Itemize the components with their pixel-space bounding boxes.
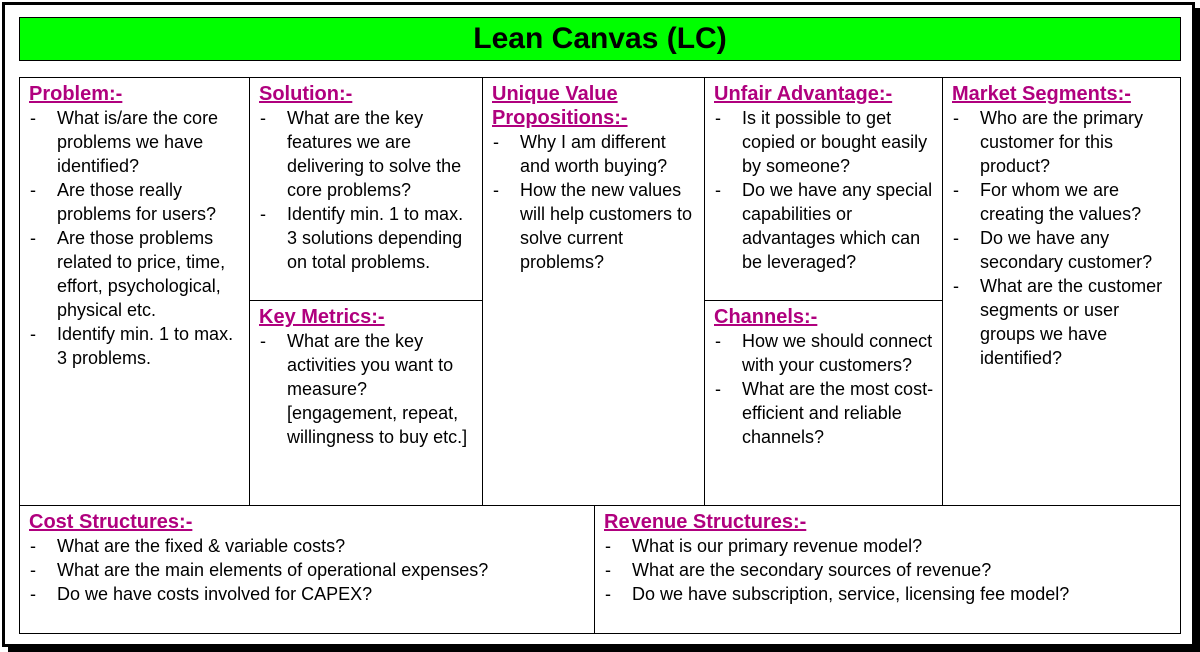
market-segments-heading: Market Segments:-	[952, 83, 1131, 105]
market-segments-box	[942, 77, 1181, 506]
problem-box	[19, 77, 250, 506]
canvas-title: Lean Canvas (LC)	[473, 22, 727, 55]
unfair-advantage-box	[704, 77, 943, 301]
uvp-list	[492, 130, 698, 274]
canvas-title-bar	[19, 17, 1181, 61]
cost-structures-box	[19, 505, 595, 634]
uvp-box	[482, 77, 705, 506]
list-item: - Are those really problems for users?	[29, 178, 243, 226]
list-item: - What are the customer segments or user groups we have identified?	[952, 274, 1174, 370]
list-item: - Do we have costs involved for CAPEX?	[29, 582, 588, 606]
list-item: - What are the secondary sources of revenue?	[604, 558, 1174, 582]
list-item: - How we should connect with your customers?	[714, 329, 936, 377]
list-item: - Is it possible to get copied or bought easily by someone?	[714, 106, 936, 178]
list-item: - Do we have any secondary customer?	[952, 226, 1174, 274]
list-item: - Are those problems related to price, time, effort, psychological, physical etc.	[29, 226, 243, 322]
list-item: - Do we have any special capabilities or advantages which can be leveraged?	[714, 178, 936, 274]
list-item: - Who are the primary customer for this product?	[952, 106, 1174, 178]
list-item: - What is our primary revenue model?	[604, 534, 1174, 558]
key-metrics-heading: Key Metrics:-	[259, 306, 385, 328]
channels-box	[704, 300, 943, 506]
list-item: - What are the main elements of operational expenses?	[29, 558, 588, 582]
list-item: - What are the key activities you want to measure? [engagement, repeat, willingness to buy etc.]	[259, 329, 476, 449]
list-item: - For whom we are creating the values?	[952, 178, 1174, 226]
revenue-structures-heading: Revenue Structures:-	[604, 511, 807, 533]
solution-list	[259, 106, 476, 274]
channels-heading: Channels:-	[714, 306, 818, 328]
list-item: - What are the most cost-efficient and reliable channels?	[714, 377, 936, 449]
list-item: - How the new values will help customers to solve current problems?	[492, 178, 698, 274]
problem-list	[29, 106, 243, 370]
unfair-advantage-heading: Unfair Advantage:-	[714, 83, 893, 105]
lean-canvas-grid	[19, 77, 1181, 634]
list-item: - Identify min. 1 to max. 3 problems.	[29, 322, 243, 370]
problem-heading: Problem:-	[29, 83, 123, 105]
list-item: - Why I am different and worth buying?	[492, 130, 698, 178]
market-segments-list	[952, 106, 1174, 370]
uvp-heading: Unique Value Propositions:-	[492, 83, 628, 129]
key-metrics-box	[249, 300, 483, 506]
cost-structures-list	[29, 534, 588, 606]
cost-structures-heading: Cost Structures:-	[29, 511, 193, 533]
revenue-structures-box	[594, 505, 1181, 634]
list-item: - What is/are the core problems we have identified?	[29, 106, 243, 178]
revenue-structures-list	[604, 534, 1174, 606]
list-item: - Identify min. 1 to max. 3 solutions depending on total problems.	[259, 202, 476, 274]
key-metrics-list	[259, 329, 476, 449]
list-item: - What are the fixed & variable costs?	[29, 534, 588, 558]
list-item: - What are the key features we are delivering to solve the core problems?	[259, 106, 476, 202]
channels-list	[714, 329, 936, 449]
list-item: - Do we have subscription, service, licensing fee model?	[604, 582, 1174, 606]
unfair-advantage-list	[714, 106, 936, 274]
solution-box	[249, 77, 483, 301]
solution-heading: Solution:-	[259, 83, 353, 105]
